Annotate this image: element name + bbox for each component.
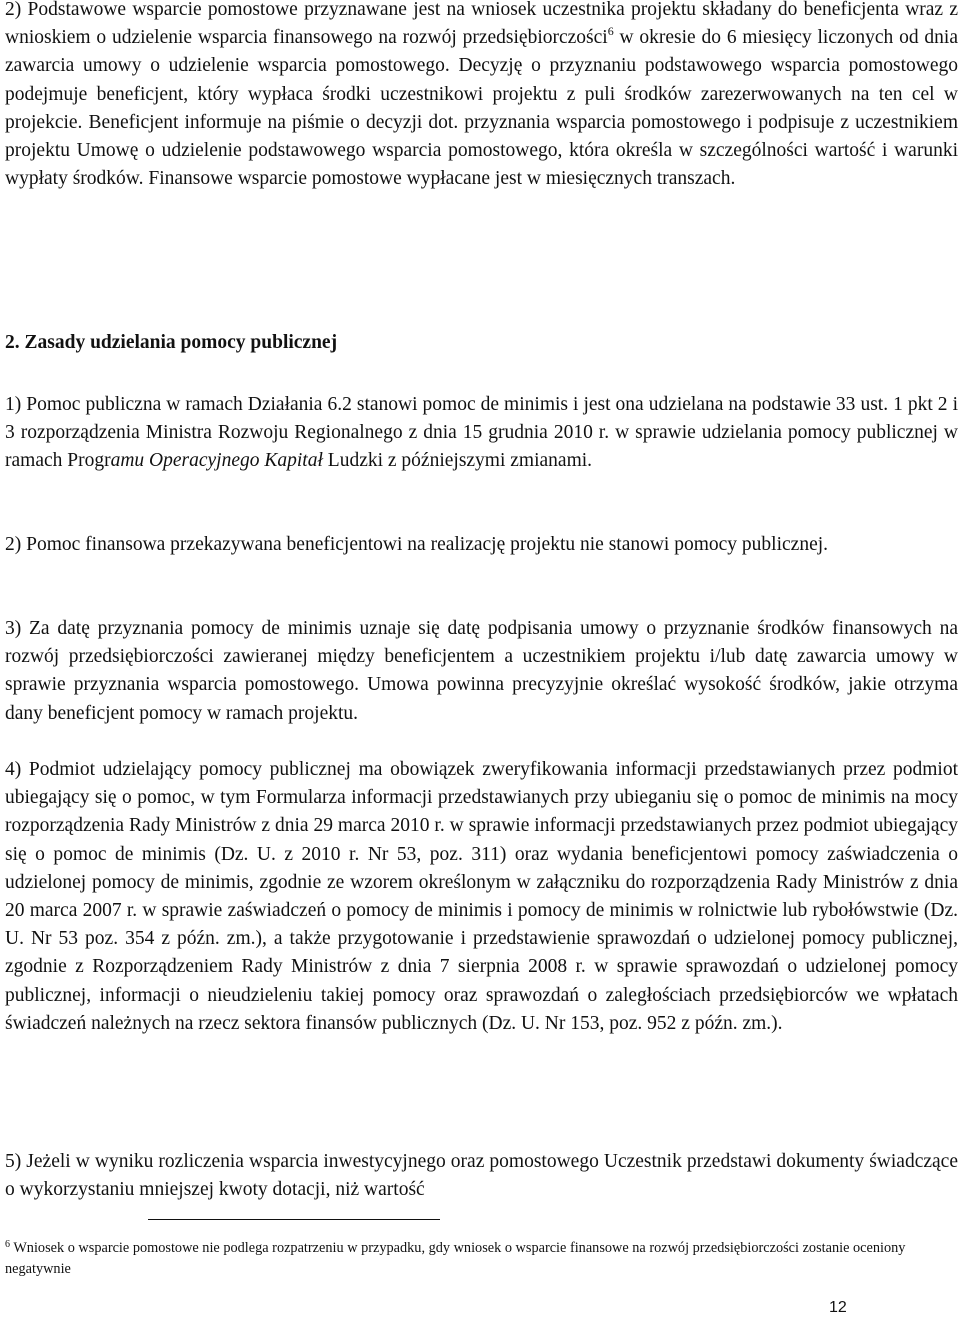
- paragraph-5: 5) Jeżeli w wyniku rozliczenia wsparcia inwestycyjnego oraz pomostowego Uczestnik przedstawi dokumenty świadczące o wykorzystaniu mniejszej kwoty dotacji, niż wartość: [5, 1151, 958, 1201]
- paragraph-text: 2) Podstawowe wsparcie pomostowe przyznawane jest na wniosek uczestnika projektu składany do beneficjenta wraz z wnioskiem o udzielenie wsparcia finansowego na rozwój przedsiębiorczości: [5, 0, 958, 49]
- footnote-reference: 6: [607, 24, 614, 39]
- paragraph-2: 2) Pomoc finansowa przekazywana beneficjentowi na realizację projektu nie stanowi pomocy publicznej.: [5, 534, 829, 555]
- footnote: [5, 1238, 935, 1279]
- paragraph-1: [5, 391, 958, 476]
- italic-text: amu Operacyjnego Kapitał: [110, 450, 323, 472]
- footnote-marker: 6: [5, 1239, 10, 1250]
- paragraph-text: w okresie do 6 miesięcy liczonych od dnia zawarcia umowy o udzielenie wsparcia pomostowego. Decyzję o przyznaniu podstawowego wsparcia pomostowego podejmuje beneficjent, który wypłaca środki uczestnikowi projektu z puli środków zarezerwowanych na ten cel w projekcie. Beneficjent informuje na piśmie o decyzji dot. przyznania wsparcia pomostowego i podpisuje z uczestnikiem projektu Umowę o udzielenie podstawowego wsparcia pomostowego, która określa w szczególności wartość i warunki wypłaty środków. Finansowe wsparcie pomostowe wypłacane jest w miesięcznych transzach.: [5, 27, 958, 190]
- footnote-text: Wniosek o wsparcie pomostowe nie podlega rozpatrzeniu w przypadku, gdy wniosek o wsparcie finansowe na rozwój przedsiębiorczości zostanie oceniony negatywnie: [5, 1240, 906, 1277]
- footnote-separator: [148, 1219, 440, 1220]
- paragraph-text: Ludzki z późniejszymi zmianami.: [322, 450, 593, 472]
- paragraph-4: 4) Podmiot udzielający pomocy publicznej ma obowiązek zweryfikowania informacji przedstawianych przez podmiot ubiegający się o pomoc, w tym Formularza informacji przedstawianych przy ubieganiu się o pomoc de minimis na mocy rozporządzenia Rady Ministrów z dnia 29 marca 2010 r. w sprawie informacji przedstawianych przez podmiot ubiegający się o pomoc de minimis (Dz. U. z 2010 r. Nr 53, poz. 311) oraz wydania beneficjentowi pomocy zaświadczenia o udzielonej pomocy de minimis, zgodnie ze wzorem określonym w załączniku do rozporządzenia Rady Ministrów z dnia 20 marca 2007 r. w sprawie zaświadczeń o pomocy de minimis i pomocy de minimis w rolnictwie lub rybołówstwie (Dz. U. Nr 53 poz. 354 z późn. zm.), a także przygotowanie i przedstawienie sprawozdań o udzielonej pomocy publicznej, zgodnie z Rozporządzeniem Rady Ministrów z dnia 7 sierpnia 2008 r. w sprawie sprawozdań o udzielonej pomocy publicznej, informacji o nieudzieleniu takiej pomocy oraz sprawozdań o zaległościach przedsiębiorców we wpłatach świadczeń należnych na rzecz sektora finansów publicznych (Dz. U. Nr 153, poz. 952 z późn. zm.).: [5, 759, 958, 1034]
- paragraph-text: 1) Pomoc publiczna w ramach Działania 6.2 stanowi pomoc de minimis i jest ona udzielana na podstawie 33 ust. 1 pkt 2 i 3 rozporządzenia Ministra Rozwoju Regionalnego z dnia 15 grudnia 2010 r. w sprawie udzielania pomocy publicznej w ramach Progr: [5, 394, 958, 472]
- paragraph-3: 3) Za datę przyznania pomocy de minimis uznaje się datę podpisania umowy o przyznanie środków finansowych na rozwój przedsiębiorczości zawieranej między beneficjentem a uczestnikiem projektu i/lub datę zawarcia umowy w sprawie przyznania wsparcia pomostowego. Umowa powinna precyzyjnie określać wysokość środków, jakie otrzyma dany beneficjent pomocy w ramach projektu.: [5, 618, 958, 724]
- section-heading: 2. Zasady udzielania pomocy publicznej: [5, 332, 338, 353]
- page-number: 12: [829, 1299, 847, 1316]
- bridge-support-paragraph: [5, 0, 958, 193]
